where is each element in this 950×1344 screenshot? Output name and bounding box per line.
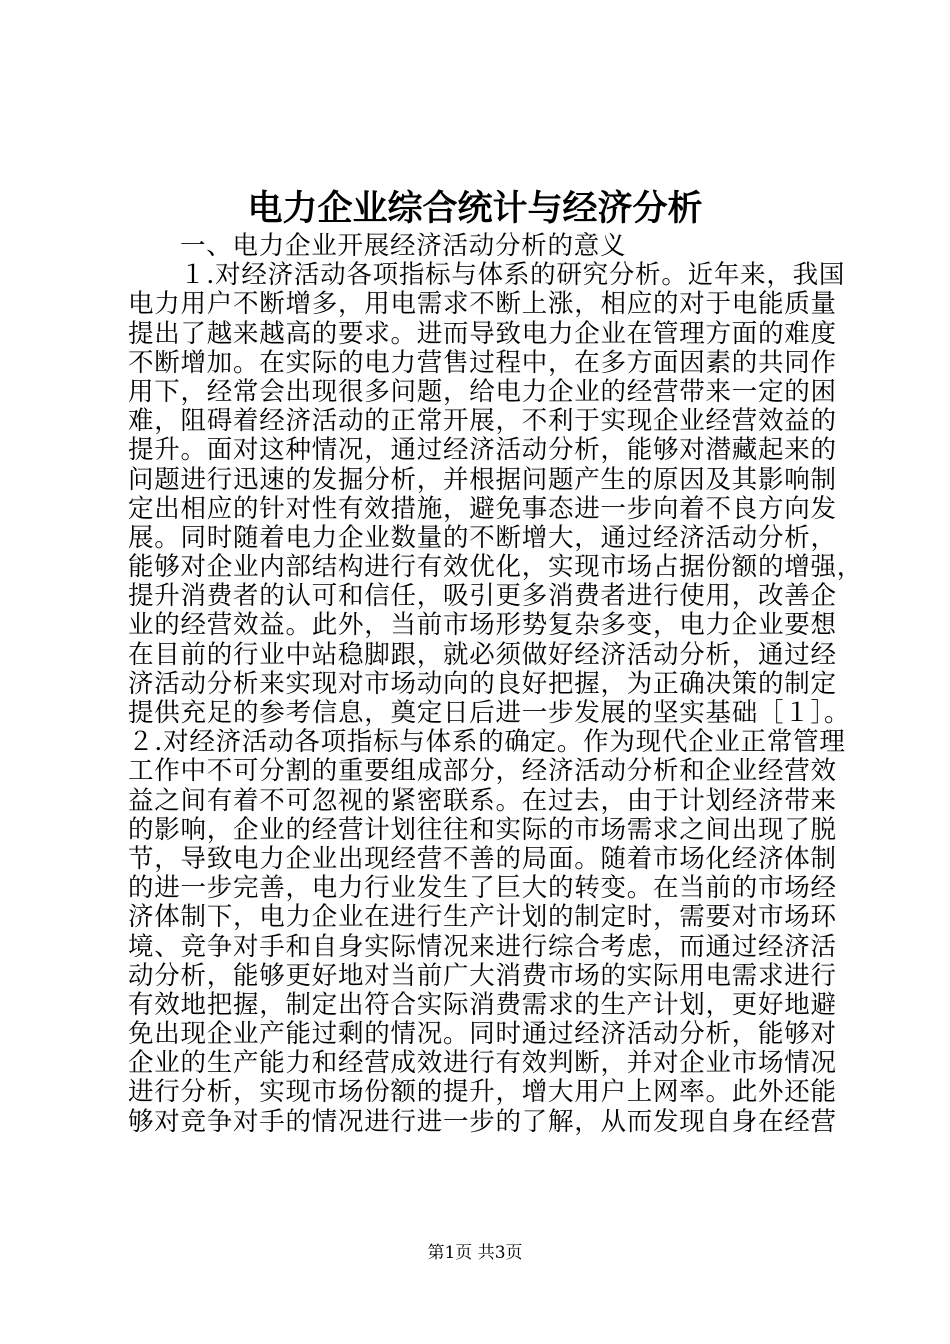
paragraph-line: 提供充足的参考信息，奠定日后进一步发展的坚实基础［１］。 bbox=[128, 698, 851, 728]
paragraph-line: 益之间有着不可忽视的紧密联系。在过去，由于计划经济带来 bbox=[128, 785, 837, 816]
paragraph-line: 的影响，企业的经营计划往往和实际的市场需求之间出现了脱 bbox=[128, 814, 837, 845]
paragraph-line: 提出了越来越高的要求。进而导致电力企业在管理方面的难度 bbox=[128, 318, 837, 349]
paragraph-line: １.对经济活动各项指标与体系的研究分析。近年来，我国 bbox=[180, 260, 846, 291]
paragraph-line: 有效地把握，制定出符合实际消费需求的生产计划，更好地避 bbox=[128, 989, 837, 1020]
paragraph-line: 在目前的行业中站稳脚跟，就必须做好经济活动分析，通过经 bbox=[128, 639, 837, 670]
paragraph-line: 用下，经常会出现很多问题，给电力企业的经营带来一定的困 bbox=[128, 376, 837, 407]
paragraph-line: 的进一步完善，电力行业发生了巨大的转变。在当前的市场经 bbox=[128, 873, 837, 904]
paragraph-line: 业的经营效益。此外，当前市场形势复杂多变，电力企业要想 bbox=[128, 610, 837, 641]
paragraph-line: 进行分析，实现市场份额的提升，增大用户上网率。此外还能 bbox=[128, 1077, 837, 1108]
paragraph-line: 展。同时随着电力企业数量的不断增大，通过经济活动分析， bbox=[128, 522, 837, 553]
paragraph-line: 定出相应的针对性有效措施，避免事态进一步向着不良方向发 bbox=[128, 493, 837, 524]
paragraph-line: 提升。面对这种情况，通过经济活动分析，能够对潜藏起来的 bbox=[128, 435, 837, 466]
paragraph-line: 提升消费者的认可和信任，吸引更多消费者进行使用，改善企 bbox=[128, 581, 837, 612]
paragraph-line: 够对竞争对手的情况进行进一步的了解，从而发现自身在经营 bbox=[128, 1106, 837, 1137]
page-number: 第1页 共3页 bbox=[427, 1243, 523, 1263]
paragraph-line: 节，导致电力企业出现经营不善的局面。随着市场化经济体制 bbox=[128, 843, 837, 874]
paragraph-line: 境、竞争对手和自身实际情况来进行综合考虑，而通过经济活 bbox=[128, 931, 837, 962]
paragraph-line: 动分析，能够更好地对当前广大消费市场的实际用电需求进行 bbox=[128, 960, 837, 991]
paragraph-line: 能够对企业内部结构进行有效优化，实现市场占据份额的增强， bbox=[128, 552, 864, 583]
paragraph-line: 难，阻碍着经济活动的正常开展，不利于实现企业经营效益的 bbox=[128, 406, 837, 437]
paragraph-line: 济活动分析来实现对市场动向的良好把握，为正确决策的制定 bbox=[128, 668, 837, 699]
paragraph-line: ２.对经济活动各项指标与体系的确定。作为现代企业正常管理 bbox=[128, 727, 846, 758]
paragraph-line: 免出现企业产能过剩的情况。同时通过经济活动分析，能够对 bbox=[128, 1019, 837, 1050]
document-body bbox=[128, 231, 864, 1137]
paragraph-line: 不断增加。在实际的电力营售过程中，在多方面因素的共同作 bbox=[128, 347, 837, 378]
document-title: 电力企业综合统计与经济分析 bbox=[247, 188, 703, 229]
paragraph-line: 工作中不可分割的重要组成部分，经济活动分析和企业经营效 bbox=[128, 756, 837, 787]
paragraph-line: 济体制下，电力企业在进行生产计划的制定时，需要对市场环 bbox=[128, 902, 837, 933]
paragraph-line: 企业的生产能力和经营成效进行有效判断，并对企业市场情况 bbox=[128, 1048, 837, 1079]
paragraph-line: 问题进行迅速的发掘分析，并根据问题产生的原因及其影响制 bbox=[128, 464, 837, 495]
paragraph-line: 电力用户不断增多，用电需求不断上涨，相应的对于电能质量 bbox=[128, 289, 837, 320]
section-heading: 一、电力企业开展经济活动分析的意义 bbox=[180, 231, 627, 261]
